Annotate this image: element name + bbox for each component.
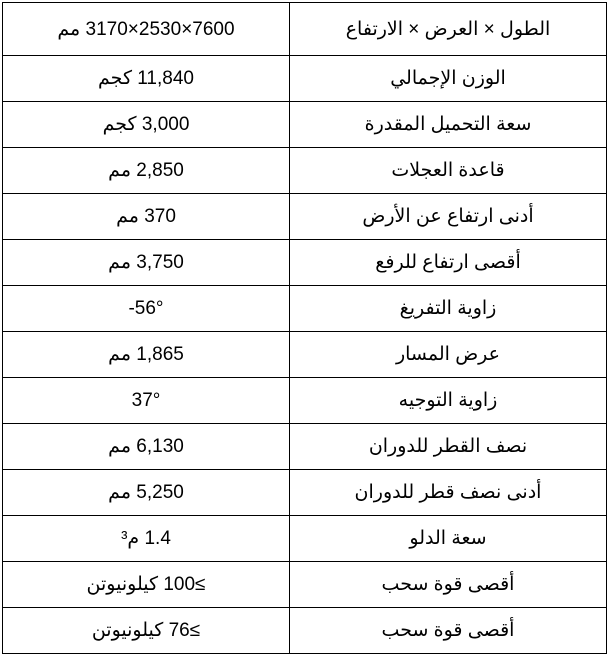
label-cell bbox=[290, 608, 607, 654]
spec-value: 3,000 كجم bbox=[102, 114, 190, 135]
value-cell bbox=[3, 148, 290, 194]
spec-label: زاوية التفريغ bbox=[399, 298, 497, 319]
spec-label: الطول × العرض × الارتفاع bbox=[345, 18, 551, 40]
table-row bbox=[3, 56, 607, 102]
value-cell bbox=[3, 378, 290, 424]
spec-label: أقصى ارتفاع للرفع bbox=[375, 252, 521, 273]
table-row bbox=[3, 286, 607, 332]
spec-value: 2,850 مم bbox=[108, 160, 184, 181]
spec-label: زاوية التوجيه bbox=[398, 390, 498, 411]
table-row bbox=[3, 516, 607, 562]
spec-value: 56°- bbox=[128, 297, 164, 319]
spec-value: 1,865 مم bbox=[108, 344, 184, 365]
table-row bbox=[3, 332, 607, 378]
spec-value: ≥100 كيلونيوتن bbox=[86, 574, 206, 595]
label-cell bbox=[290, 516, 607, 562]
table-row bbox=[3, 378, 607, 424]
value-cell bbox=[3, 102, 290, 148]
label-cell bbox=[290, 102, 607, 148]
spec-label: أقصى قوة سحب bbox=[381, 574, 515, 595]
table-row bbox=[3, 194, 607, 240]
label-cell bbox=[290, 286, 607, 332]
table-row bbox=[3, 470, 607, 516]
label-cell bbox=[290, 562, 607, 608]
value-cell bbox=[3, 56, 290, 102]
value-cell bbox=[3, 470, 290, 516]
spec-label: أقصى قوة سحب bbox=[381, 620, 515, 641]
table-row bbox=[3, 148, 607, 194]
spec-label: أدنى نصف قطر للدوران bbox=[354, 482, 542, 503]
value-cell bbox=[3, 516, 290, 562]
specifications-table bbox=[2, 2, 607, 654]
spec-label: قاعدة العجلات bbox=[391, 160, 505, 181]
value-cell bbox=[3, 608, 290, 654]
spec-value: 3,750 مم bbox=[108, 252, 184, 273]
spec-label: عرض المسار bbox=[395, 344, 501, 365]
spec-value: 370 مم bbox=[116, 206, 176, 227]
value-cell bbox=[3, 286, 290, 332]
spec-value: 37° bbox=[131, 389, 161, 411]
table-row bbox=[3, 102, 607, 148]
label-cell bbox=[290, 3, 607, 56]
label-cell bbox=[290, 240, 607, 286]
label-cell bbox=[290, 378, 607, 424]
table-row bbox=[3, 424, 607, 470]
value-cell bbox=[3, 424, 290, 470]
table-row bbox=[3, 3, 607, 56]
value-cell bbox=[3, 240, 290, 286]
spec-label: سعة الدلو bbox=[409, 528, 487, 549]
spec-value: 1.4 م³ bbox=[121, 528, 171, 549]
value-cell bbox=[3, 3, 290, 56]
value-cell bbox=[3, 194, 290, 240]
label-cell bbox=[290, 56, 607, 102]
spec-value: 11,840 كجم bbox=[98, 68, 194, 89]
spec-label: الوزن الإجمالي bbox=[390, 68, 506, 89]
table-row bbox=[3, 240, 607, 286]
spec-label: أدنى ارتفاع عن الأرض bbox=[362, 206, 534, 227]
label-cell bbox=[290, 424, 607, 470]
label-cell bbox=[290, 194, 607, 240]
spec-value: 6,130 مم bbox=[108, 436, 184, 457]
table-row bbox=[3, 562, 607, 608]
value-cell bbox=[3, 562, 290, 608]
label-cell bbox=[290, 332, 607, 378]
label-cell bbox=[290, 470, 607, 516]
table-row bbox=[3, 608, 607, 654]
value-cell bbox=[3, 332, 290, 378]
spec-label: سعة التحميل المقدرة bbox=[364, 114, 532, 135]
label-cell bbox=[290, 148, 607, 194]
spec-label: نصف القطر للدوران bbox=[368, 436, 528, 457]
spec-value: ≥76 كيلونيوتن bbox=[91, 620, 201, 641]
spec-value: 7600×2530×3170 مم bbox=[57, 18, 235, 40]
spec-value: 5,250 مم bbox=[108, 482, 184, 503]
